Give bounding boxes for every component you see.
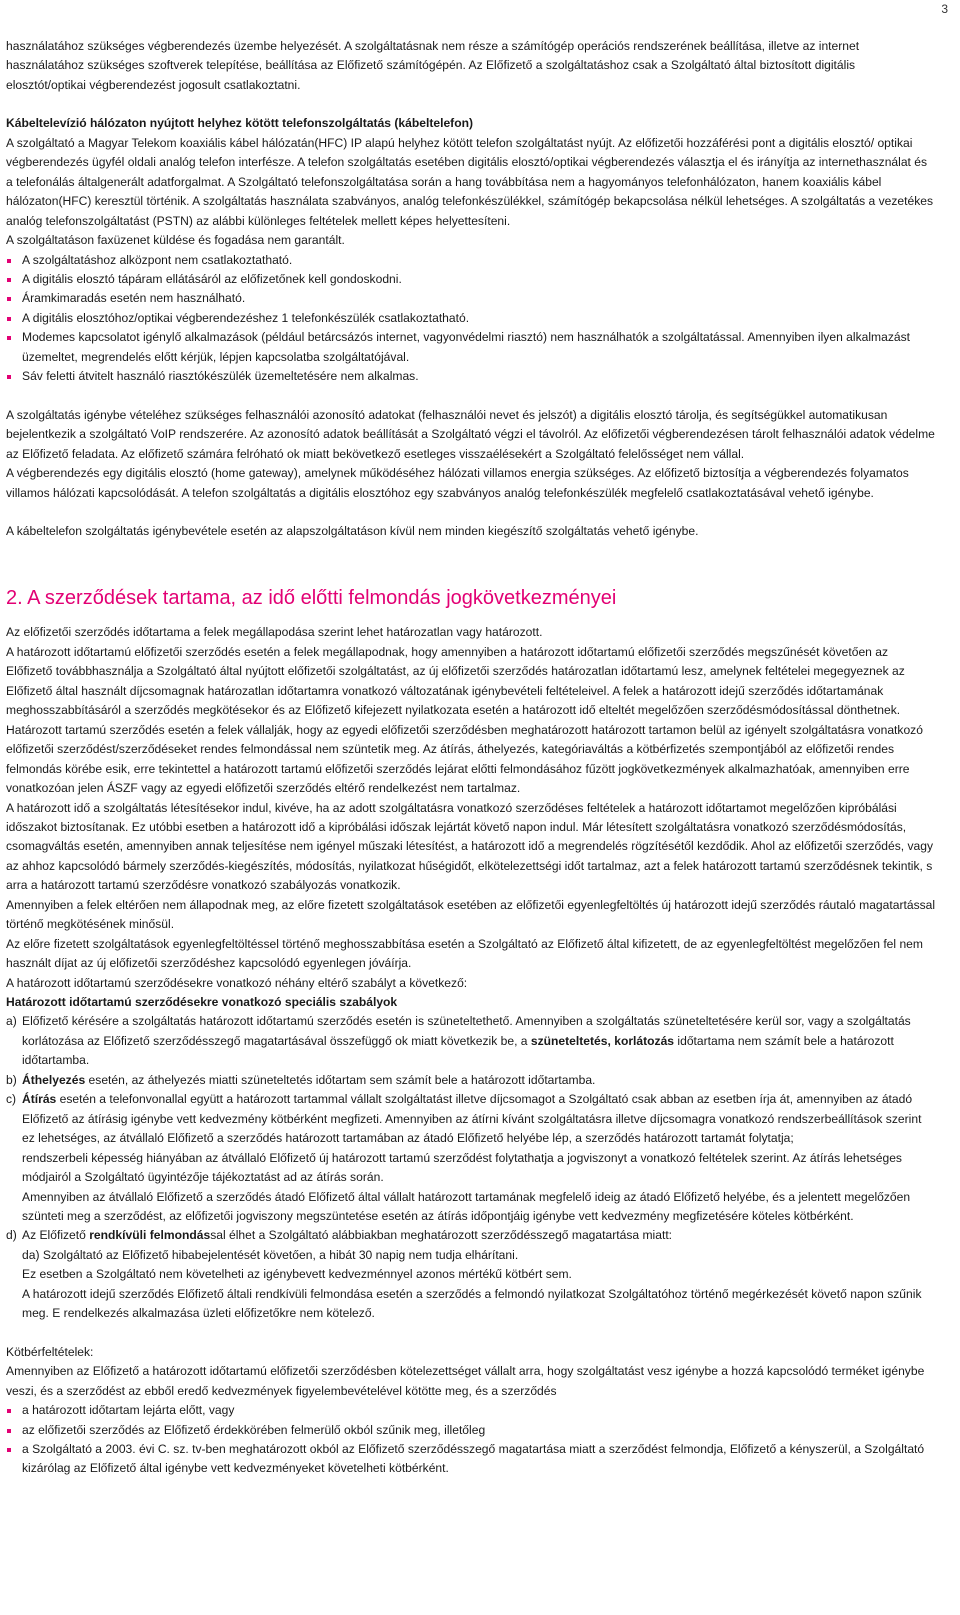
- rule-paragraph: A határozott idejű szerződés Előfizető általi rendkívüli felmondása esetén a szerződés a felmondó nyilatkozat Szolgáltatóhoz történő megérkezését követő napon szűnik meg. E rendelkezés alkalmazása üzleti előfizetőkre nem kötelező.: [22, 1286, 922, 1321]
- rule-label: d): [6, 1228, 17, 1243]
- list-item: A digitális elosztó tápáram ellátásáról az előfizetőnek kell gondoskodni.: [6, 270, 936, 289]
- rule-text: Az Előfizető: [22, 1228, 90, 1243]
- document-body: [6, 37, 936, 1479]
- cable-paragraph-4: A végberendezés egy digitális elosztó (home gateway), amelynek működéséhez hálózati villamos energia szükséges. Az előfizető biztosítja a végberendezés folyamatos villamos hálózati kapcsolódását. A telefon szolgáltatás a digitális elosztóhoz egy szabványos analóg telefonkészülék megfelelő csatlakoztatásával vehető igénybe.: [6, 466, 909, 500]
- rule-body: [22, 1090, 936, 1226]
- rule-body: [22, 1012, 936, 1070]
- list-item: Sáv feletti átvitelt használó riasztókészülék üzemeltetésére nem alkalmas.: [6, 367, 936, 386]
- section-paragraph: A határozott időtartamú szerződésekre vonatkozó néhány eltérő szabályt a következő:: [6, 975, 468, 990]
- section-paragraph: A határozott időtartamú előfizetői szerződés esetén a felek megállapodnak, hogy amennyiben a határozott időtartamú előfizetői szerződés megszűnését követően az Előfizető továbbhasználja a Szolgáltató által nyújtott előfizetői szolgáltatást, az új előfizetői szerződés határozatlan időtartamú lesz, amelynek feltételei megegyeznek az Előfizető által használt díjcsomagnak határozatlan időtartamra vonatkozó változatának igénybevételi feltételeivel. A felek a határozott idejű szerződés időtartamának meghosszabbításáról a szerződés megkötésekor és az Előfizető kifejezett nyilatkozata esetén a határozott idő elteltét megelőzően szerződésmódosítással dönthetnek.: [6, 644, 905, 718]
- rule-a: [6, 1012, 936, 1070]
- section-paragraph: Határozott tartamú szerződés esetén a felek vállalják, hogy az egyedi előfizetői szerződésben meghatározott határozott tartamon belül az igényelt szolgáltatásra vonatkozó előfizetői szerződést/szerződéseket rendes felmondással nem szüntetik meg. Az átírás, áthelyezés, kategóriaváltás a kötbérfizetés szempontjából az előfizetői rendes felmondás körébe esik, erre tekintettel a határozott tartamú előfizetői szerződés lejárat előtti felmondásához fűzött jogkövetkezmények alkalmazhatóak, amennyiben erre vonatkozóan jelen ÁSZF vagy az egyedi előfizetői szerződés eltérő rendelkezést nem tartalmaz.: [6, 722, 923, 796]
- rule-c: [6, 1090, 936, 1226]
- list-item: Modemes kapcsolatot igénylő alkalmazások (például betárcsázós internet, vagyonvédelmi riasztó) nem használhatók a szolgáltatással. Amennyiben ilyen alkalmazást üzemeltet, megrendelés előtt kérjük, lépjen kapcsolatba szolgáltatójával.: [6, 328, 936, 367]
- rule-d: [6, 1226, 936, 1323]
- rule-text: esetén a telefonvonallal együtt a határozott tartammal vállalt szolgáltatást illetve díjcsomagot a Szolgáltató csak abban az esetben írja át, amennyiben az átadó Előfizető az átírásig igénybe vett kedvezmény kötbérként megfizeti. Amennyiben az átírni kívánt szolgáltatásra illetve díjcsomagra vonatkozó rendszerbeállítások szerint ez lehetséges, az átvállaló Előfizető a szerződés határozott tartamában az átadó Előfizető helyébe lép, a szerződés határozott tartamát folytatja;: [22, 1092, 922, 1146]
- list-item: a Szolgáltató a 2003. évi C. sz. tv-ben meghatározott okból az Előfizető szerződésszegő magatartása miatt a szerződést felmondja, Előfizető a kényszerül, a Szolgáltató kizárólag az Előfizető által igénybe vett kedvezményeket követelheti kötbérként.: [6, 1440, 936, 1479]
- intro-paragraph: használatához szükséges végberendezés üzembe helyezését. A szolgáltatásnak nem része a számítógép operációs rendszerének beállítása, illetve az internet használatához szükséges szoftverek telepítése, beállítása az Előfizető számítógépén. Az Előfizető a szolgáltatáshoz csak a Szolgáltató által biztosított digitális elosztót/optikai végberendezést jogosult csatlakoztatni.: [6, 39, 860, 92]
- rule-text: időtartama nem számít bele a határozott időtartamba.: [22, 1033, 894, 1068]
- section-2-heading: 2. A szerződések tartama, az idő előtti felmondás jogkövetkezményei: [6, 587, 617, 610]
- section-paragraph: Az előfizetői szerződés időtartama a felek megállapodása szerint lehet határozatlan vagy határozott.: [6, 625, 543, 640]
- penalty-bullets: [6, 1401, 936, 1479]
- list-item: A szolgáltatáshoz alközpont nem csatlakoztatható.: [6, 251, 936, 270]
- rule-text: esetén, az áthelyezés miatti szüneteltetés időtartam sem számít bele a határozott időtartamba.: [85, 1072, 596, 1087]
- cable-paragraph-5: A kábeltelefon szolgáltatás igénybevétele esetén az alapszolgáltatáson kívül nem minden kiegészítő szolgáltatás vehető igénybe.: [6, 523, 699, 538]
- rule-body: [22, 1071, 936, 1090]
- rule-bold: rendkívüli felmondás: [89, 1228, 211, 1243]
- rule-label: b): [6, 1072, 17, 1087]
- cable-paragraph-1: A szolgáltató a Magyar Telekom koaxiális kábel hálózatán(HFC) IP alapú helyhez kötött telefon szolgáltatást nyújt. Az előfizetői hozzáférési pont a digitális elosztó/ optikai végberendezés ügyfél oldali analóg telefon interfésze. A telefon szolgáltatás esetében digitális elosztó/optikai végberendezés választja el és irányítja az internethasználat és a telefonálás általgenerált adatforgalmat. A Szolgáltató telefonszolgáltatása során a hang továbbítása nem a hagyományos telefonhálózaton, hanem koaxiális kábel hálózaton(HFC) keresztül történik. A szolgáltatás használata szabványos, analóg telefonkészülékkel, számítógép bekapcsolása nélkül lehetséges. A szolgáltatás a vezetékes analóg telefonszolgáltatást (PSTN) az alábbi különleges feltételek mellett képes helyettesíteni.: [6, 135, 934, 228]
- list-item: a határozott időtartam lejárta előtt, vagy: [6, 1401, 936, 1420]
- rule-bold: Átírás: [22, 1092, 57, 1107]
- rule-bold: szüneteltetés, korlátozás: [530, 1033, 675, 1048]
- rule-paragraph: Amennyiben az átvállaló Előfizető a szerződés átadó Előfizető által vállalt határozott tartamának megfelelő ideig az átadó Előfizető helyébe, és a jelentett megelőzően szünteti meg a szerződést, az előfizetői jogviszony megszüntetése esetén az átírás időpontjáig igénybe vett kedvezmény megfizetésére köteles kötbérként.: [22, 1189, 911, 1224]
- list-item: Áramkimaradás esetén nem használható.: [6, 289, 936, 308]
- rule-text: sal élhet a Szolgáltató alábbiakban meghatározott szerződésszegő magatartása miatt:: [210, 1228, 673, 1243]
- penalty-paragraph: Amennyiben az Előfizető a határozott időtartamú előfizetői szerződésben kötelezettséget vállalt arra, hogy szolgáltatást vesz igénybe a hozzá kapcsolódó terméket igénybe veszi, és a szerződést az ebből eredő kedvezmények figyelembevételével kötötte meg, és a szerződés: [6, 1364, 925, 1398]
- page-number: 3: [941, 2, 948, 16]
- rule-body: [22, 1226, 936, 1323]
- cable-paragraph-2: A szolgáltatáson faxüzenet küldése és fogadása nem garantált.: [6, 233, 345, 248]
- penalty-title: Kötbérfeltételek:: [6, 1344, 94, 1359]
- rule-paragraph: Ez esetben a Szolgáltató nem követelheti az igénybevett kedvezménnyel azonos mértékű kötbért sem.: [22, 1267, 572, 1282]
- rule-label: c): [6, 1092, 17, 1107]
- rule-bold: Áthelyezés: [22, 1072, 86, 1087]
- rule-b: [6, 1071, 936, 1090]
- section-paragraph: Az előre fizetett szolgáltatások egyenlegfeltöltéssel történő meghosszabbítása esetén a Szolgáltató az Előfizető által kifizetett, de az egyenlegfeltöltést megelőzően fel nem használt díjat az új előfizetői szerződéshez kapcsolódó egyenlegen jóváírja.: [6, 936, 923, 971]
- special-rules-title: Határozott időtartamú szerződésekre vonatkozó speciális szabályok: [6, 995, 398, 1010]
- list-item: A digitális elosztóhoz/optikai végberendezéshez 1 telefonkészülék csatlakoztatható.: [6, 309, 936, 328]
- rule-label: a): [6, 1014, 17, 1029]
- section-paragraph: Amennyiben a felek eltérően nem állapodnak meg, az előre fizetett szolgáltatások esetében az előfizetői egyenlegfeltöltés új határozott idejű szerződés ráutaló magatartással történő megkötésének minősül.: [6, 897, 936, 932]
- cable-paragraph-3: A szolgáltatás igénybe vételéhez szükséges felhasználói azonosító adatokat (felhasználói nevet és jelszót) a digitális elosztó tárolja, és segítségükkel automatikusan bejelentkezik a szolgáltató VoIP rendszerére. Az azonosító adatok beállítását a Szolgáltató végzi el távolról. Az előfizetői végberendezésen tárolt felhasználói adatok védelme az Előfizető feladata. Az előfizető számára felróható ok miatt bekövetkező esetleges visszaélésekért a Szolgáltató felelősséget nem vállal.: [6, 407, 935, 461]
- section-paragraph: A határozott idő a szolgáltatás létesítésekor indul, kivéve, ha az adott szolgáltatásra vonatkozó szerződéses feltételek a határozott időtartamot megelőzően kipróbálási időszakot biztosítanak. Ez utóbbi esetben a határozott idő a kipróbálási időszak lejártát követő napon indul. Már létesített szolgáltatásra vonatkozó szerződésmódosítás, csomagváltás esetén, amennyiben annak teljesítése nem igényel műszaki létesítést, a határozott idő a megrendelés rögzítésétől kezdődik. Ahol az előfizetői szerződés, vagy az ahhoz kapcsolódó bármely szerződés-kiegészítés, módosítás, nyilatkozat hűségidőt, elkötelezettségi időt tartalmaz, azt a felek határozott tartamú szerződésnek tekintik, s arra a határozott tartamú szerződésre vonatkozó szabályozás vonatkozik.: [6, 800, 934, 893]
- rule-text: Előfizető kérésére a szolgáltatás határozott időtartamú szerződés esetén is szüneteltethető. Amennyiben a szolgáltatás szüneteltetésére kerül sor, vagy a szolgáltatás korlátozása az Előfizető szerződésszegő magatartásával összefüggő ok miatt következik be, a: [22, 1014, 911, 1048]
- cable-title: Kábeltelevízió hálózaton nyújtott helyhez kötött telefonszolgáltatás (kábeltelefon): [6, 116, 474, 131]
- cable-bullets: [6, 251, 936, 387]
- rule-paragraph: rendszerbeli képesség hiányában az átvállaló Előfizető új határozott tartamú szerződést folytathatja a jogviszonyt a vonatkozó feltételek szerint. Az átírás lehetséges módjairól a Szolgáltató ügyintézője tájékoztatást ad az átírás során.: [22, 1150, 902, 1185]
- list-item: az előfizetői szerződés az Előfizető érdekkörében felmerülő okból szűnik meg, illetőleg: [6, 1421, 936, 1440]
- rule-paragraph: da) Szolgáltató az Előfizető hibabejelentését követően, a hibát 30 napig nem tudja elhárítani.: [22, 1247, 519, 1262]
